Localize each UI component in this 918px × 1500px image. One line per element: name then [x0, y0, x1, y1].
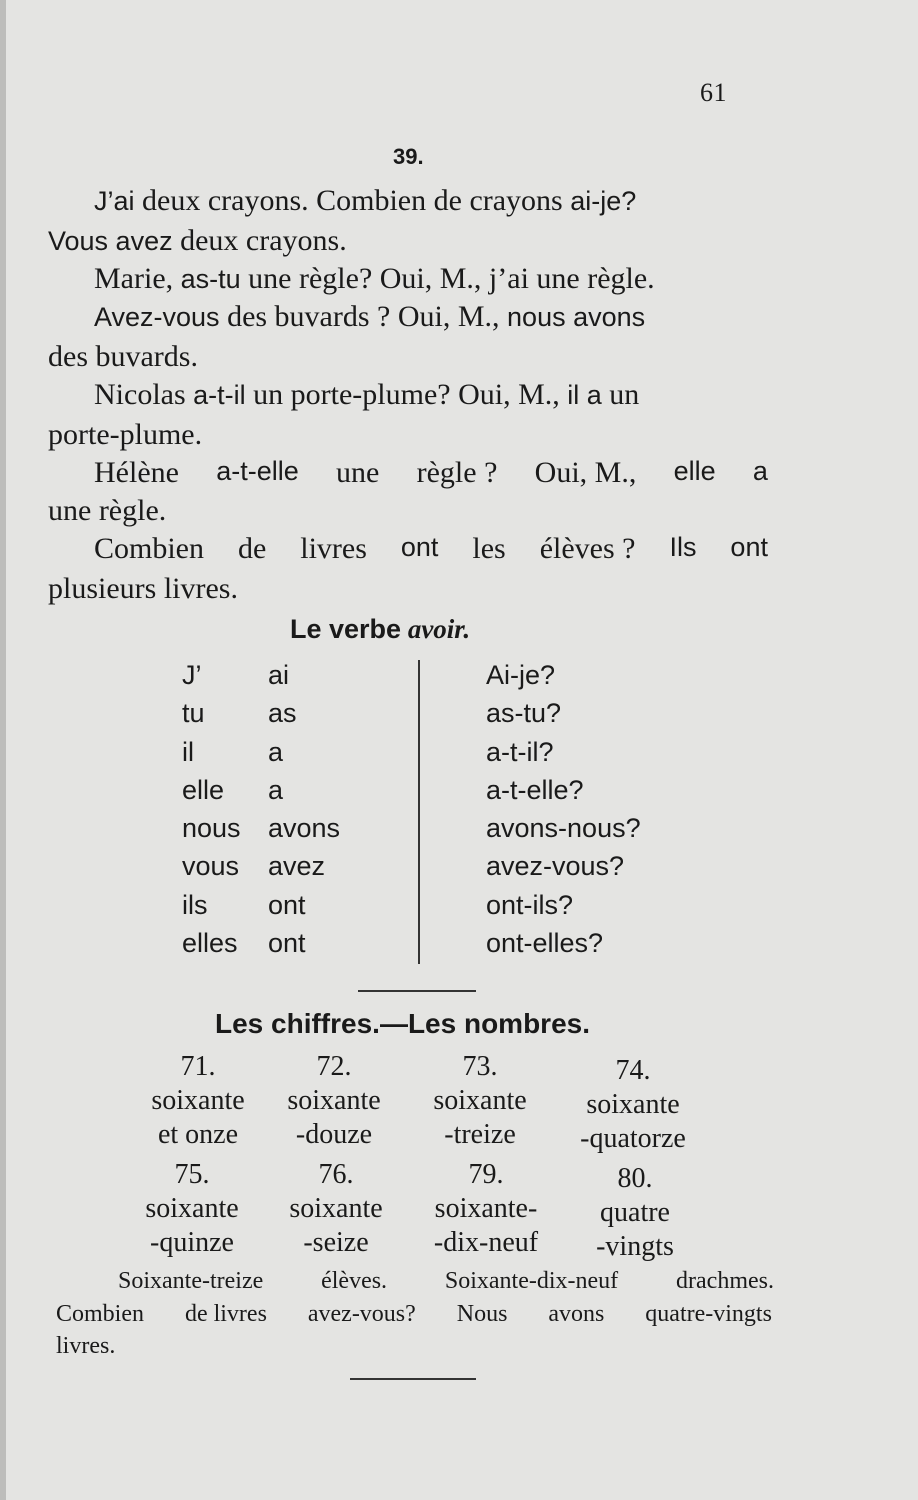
column-divider: [418, 660, 420, 964]
sentence-line-3: livres.: [56, 1333, 116, 1359]
separator-rule: [358, 990, 476, 992]
text-line-10: Combien de livres ont les élèves ? Ils ont: [94, 532, 768, 565]
number-item: 72. soixante -douze: [287, 1051, 381, 1150]
conjugation-forms: ai as a a avons avez ont ont: [268, 660, 341, 959]
text-line-2: Vous avez deux crayons.: [48, 224, 347, 257]
text-line-8: Hélène a-t-elle une règle ? Oui, M., elle a: [94, 456, 768, 489]
sentence-line-2: Combien de livres avez-vous? Nous avons quatre-vingts: [56, 1301, 772, 1327]
text-line-9: une règle.: [48, 494, 167, 527]
text-line-1: J’ai deux crayons. Combien de crayons ai-je?: [94, 184, 637, 217]
page-number: 61: [700, 78, 727, 107]
page-edge: [0, 0, 6, 1500]
text-line-11: plusieurs livres.: [48, 572, 238, 605]
number-item: 79. soixante- -dix-neuf: [433, 1159, 539, 1258]
number-item: 74. soixante -quatorze: [580, 1055, 686, 1154]
number-item: 75. soixante -quinze: [145, 1159, 239, 1258]
conjugation-pronouns: J’ tu il elle nous vous ils elles: [182, 660, 241, 959]
end-rule: [350, 1378, 476, 1380]
text-line-5: des buvards.: [48, 340, 198, 373]
verb-title: Le verbe avoir.: [290, 614, 471, 644]
number-item: 76. soixante -seize: [289, 1159, 383, 1258]
sentence-line-1: Soixante-treize élèves. Soixante-dix-neuf drachmes.: [118, 1268, 774, 1294]
number-item: 71. soixante et onze: [151, 1051, 245, 1150]
number-item: 80. quatre -vingts: [596, 1163, 674, 1262]
numbers-title: Les chiffres.—Les nombres.: [215, 1008, 591, 1039]
conjugation-questions: Ai-je? as-tu? a-t-il? a-t-elle? avons-nous? avez-vous? ont-ils? ont-elles?: [486, 660, 641, 959]
text-line-7: porte-plume.: [48, 418, 203, 451]
text-line-6: Nicolas a-t-il un porte-plume? Oui, M., il a un: [94, 378, 640, 411]
number-item: 73. soixante -treize: [433, 1051, 527, 1150]
text-line-4: Avez-vous des buvards ? Oui, M., nous avons: [94, 300, 646, 333]
lesson-number: 39.: [393, 144, 424, 169]
text-line-3: Marie, as-tu une règle? Oui, M., j’ai une règle.: [94, 262, 655, 295]
